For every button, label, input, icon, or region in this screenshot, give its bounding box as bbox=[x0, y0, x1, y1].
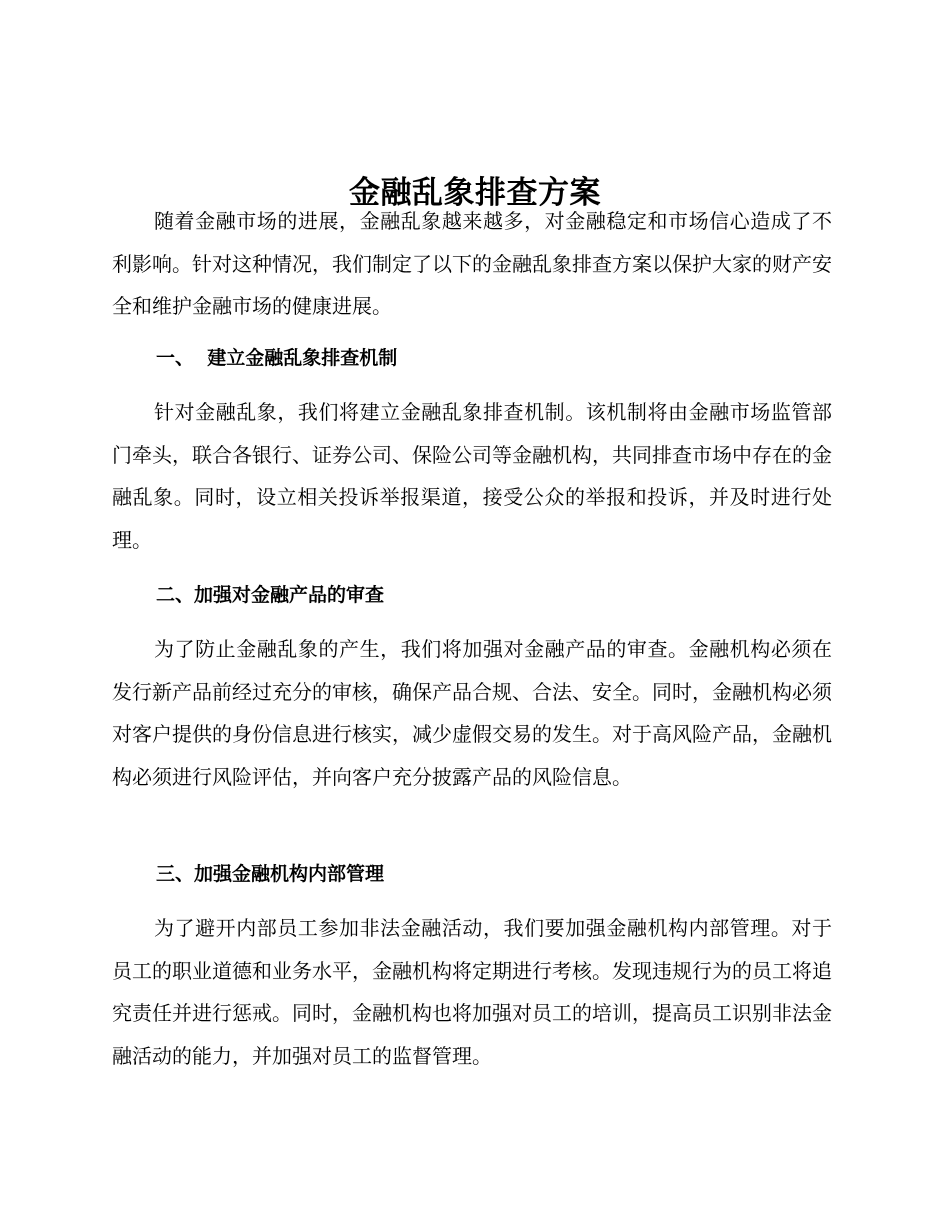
section-3-paragraph: 为了避开内部员工参加非法金融活动，我们要加强金融机构内部管理。对于员工的职业道德和业务水平，金融机构将定期进行考核。发现违规行为的员工将追究责任并进行惩戒。同时，金融机构也将加强对员工的培训，提高员工识别非法金融活动的能力，并加强对员工的监督管理。 bbox=[112, 916, 832, 1068]
section-1-paragraph: 针对金融乱象，我们将建立金融乱象排查机制。该机制将由金融市场监管部门牵头，联合各银行、证券公司、保险公司等金融机构，共同排查市场中存在的金融乱象。同时，设立相关投诉举报渠道，接受公众的举报和投诉，并及时进行处理。 bbox=[112, 400, 832, 552]
document-title: 金融乱象排查方案 bbox=[349, 174, 601, 211]
section-1-heading: 一、 建立金融乱象排查机制 bbox=[156, 347, 398, 369]
section-2-heading: 二、加强对金融产品的审查 bbox=[156, 584, 385, 606]
intro-paragraph: 随着金融市场的进展，金融乱象越来越多，对金融稳定和市场信心造成了不利影响。针对这种情况，我们制定了以下的金融乱象排查方案以保护大家的财产安全和维护金融市场的健康进展。 bbox=[112, 209, 832, 318]
section-2-paragraph: 为了防止金融乱象的产生，我们将加强对金融产品的审查。金融机构必须在发行新产品前经过充分的审核，确保产品合规、合法、安全。同时，金融机构必须对客户提供的身份信息进行核实，减少虚假交易的发生。对于高风险产品，金融机构必须进行风险评估，并向客户充分披露产品的风险信息。 bbox=[112, 637, 832, 789]
section-3-heading: 三、加强金融机构内部管理 bbox=[156, 863, 385, 885]
